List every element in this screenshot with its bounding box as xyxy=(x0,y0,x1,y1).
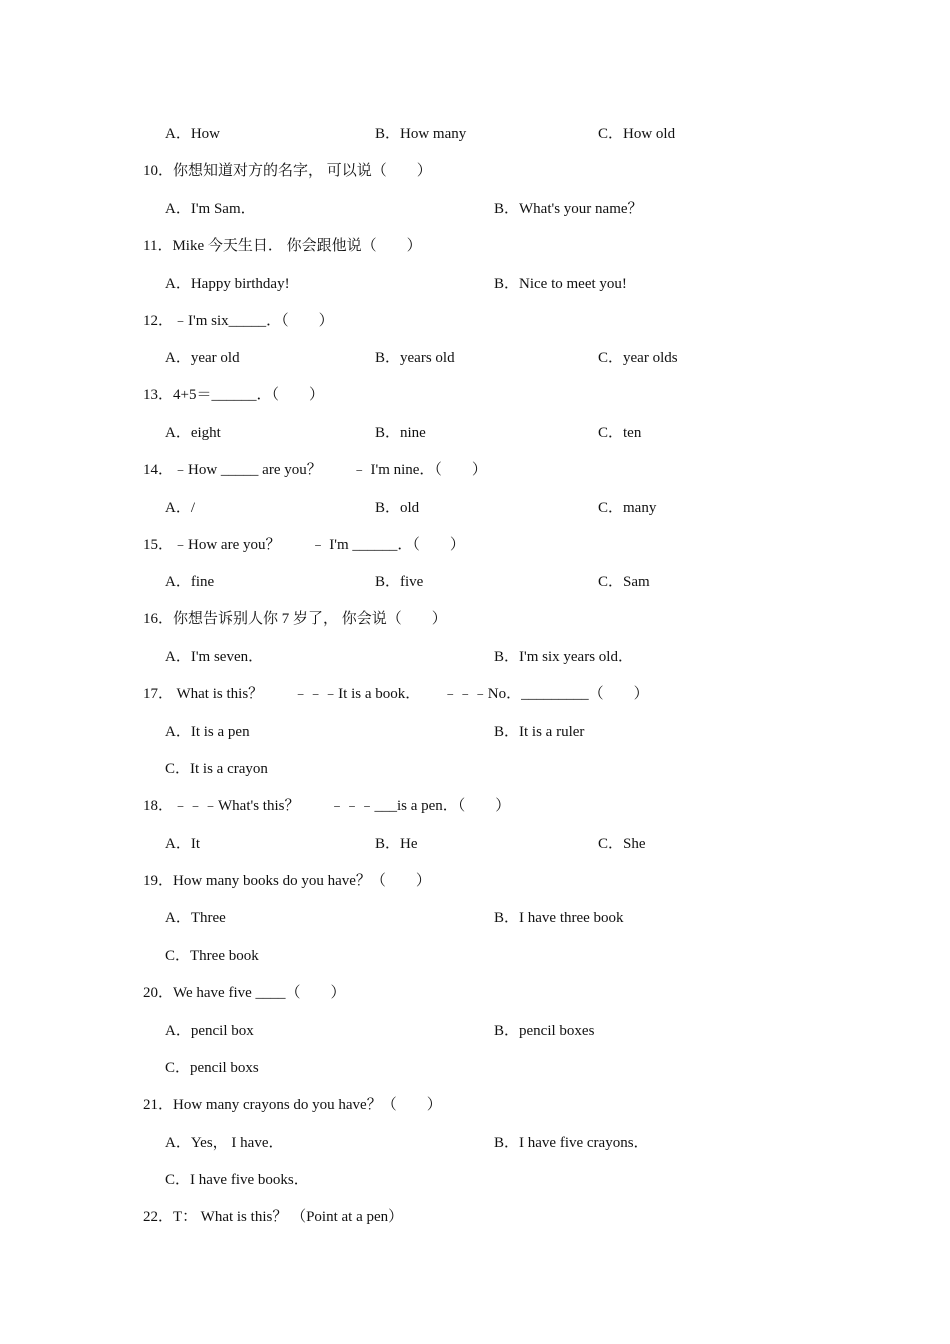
option-14c: C．many xyxy=(598,500,657,516)
option-12a: A．year old xyxy=(165,350,240,366)
question-17: 17． What is this？ ﹣﹣﹣It is a book． ﹣﹣﹣No．_________（ ） xyxy=(143,686,649,702)
option-15b: B．five xyxy=(375,574,424,590)
question-14: 14．﹣How _____ are you？ ﹣ I'm nine．（ ） xyxy=(143,462,487,478)
option-20b: B．pencil boxes xyxy=(494,1023,595,1039)
question-15: 15．﹣How are you？ ﹣ I'm ______．（ ） xyxy=(143,537,465,553)
option-10a: A．I'm Sam． xyxy=(165,201,256,217)
option-13b: B．nine xyxy=(375,425,426,441)
option-11a: A．Happy birthday! xyxy=(165,276,290,292)
option-21c: C．I have five books． xyxy=(165,1172,309,1188)
option-9b: B．How many xyxy=(375,126,467,142)
option-21a: A．Yes， I have． xyxy=(165,1135,284,1151)
question-20: 20．We have five ____（ ） xyxy=(143,985,346,1001)
question-10: 10．你想知道对方的名字， 可以说（ ） xyxy=(143,163,432,179)
question-13: 13．4+5＝______．（ ） xyxy=(143,387,324,403)
option-17a: A．It is a pen xyxy=(165,724,250,740)
option-18b: B．He xyxy=(375,836,418,852)
option-17b: B．It is a ruler xyxy=(494,724,585,740)
option-18a: A．It xyxy=(165,836,201,852)
option-13a: A．eight xyxy=(165,425,221,441)
option-18c: C．She xyxy=(598,836,646,852)
question-18: 18．﹣﹣﹣What's this？ ﹣﹣﹣___is a pen．（ ） xyxy=(143,798,511,814)
option-10b: B．What's your name？ xyxy=(494,201,643,217)
question-12: 12．﹣I'm six_____．（ ） xyxy=(143,313,334,329)
option-17c: C．It is a crayon xyxy=(165,761,268,777)
option-9a: A．How xyxy=(165,126,221,142)
option-13c: C．ten xyxy=(598,425,642,441)
option-14a: A．/ xyxy=(165,500,196,516)
question-21: 21．How many crayons do you have？（ ） xyxy=(143,1097,442,1113)
question-22: 22．T： What is this？ （Point at a pen） xyxy=(143,1209,404,1225)
option-21b: B．I have five crayons． xyxy=(494,1135,649,1151)
option-16b: B．I'm six years old． xyxy=(494,649,633,665)
option-19c: C．Three book xyxy=(165,948,259,964)
option-16a: A．I'm seven． xyxy=(165,649,264,665)
option-9c: C．How old xyxy=(598,126,676,142)
question-16: 16．你想告诉别人你 7 岁了， 你会说（ ） xyxy=(143,611,447,627)
option-19a: A．Three xyxy=(165,910,226,926)
option-15c: C．Sam xyxy=(598,574,650,590)
option-15a: A．fine xyxy=(165,574,215,590)
option-11b: B．Nice to meet you! xyxy=(494,276,627,292)
option-20a: A．pencil box xyxy=(165,1023,254,1039)
option-19b: B．I have three book xyxy=(494,910,624,926)
option-12b: B．years old xyxy=(375,350,455,366)
option-14b: B．old xyxy=(375,500,420,516)
question-19: 19．How many books do you have？（ ） xyxy=(143,873,431,889)
option-20c: C．pencil boxs xyxy=(165,1060,259,1076)
option-12c: C．year olds xyxy=(598,350,678,366)
question-11: 11．Mike 今天生日． 你会跟他说（ ） xyxy=(143,238,422,254)
